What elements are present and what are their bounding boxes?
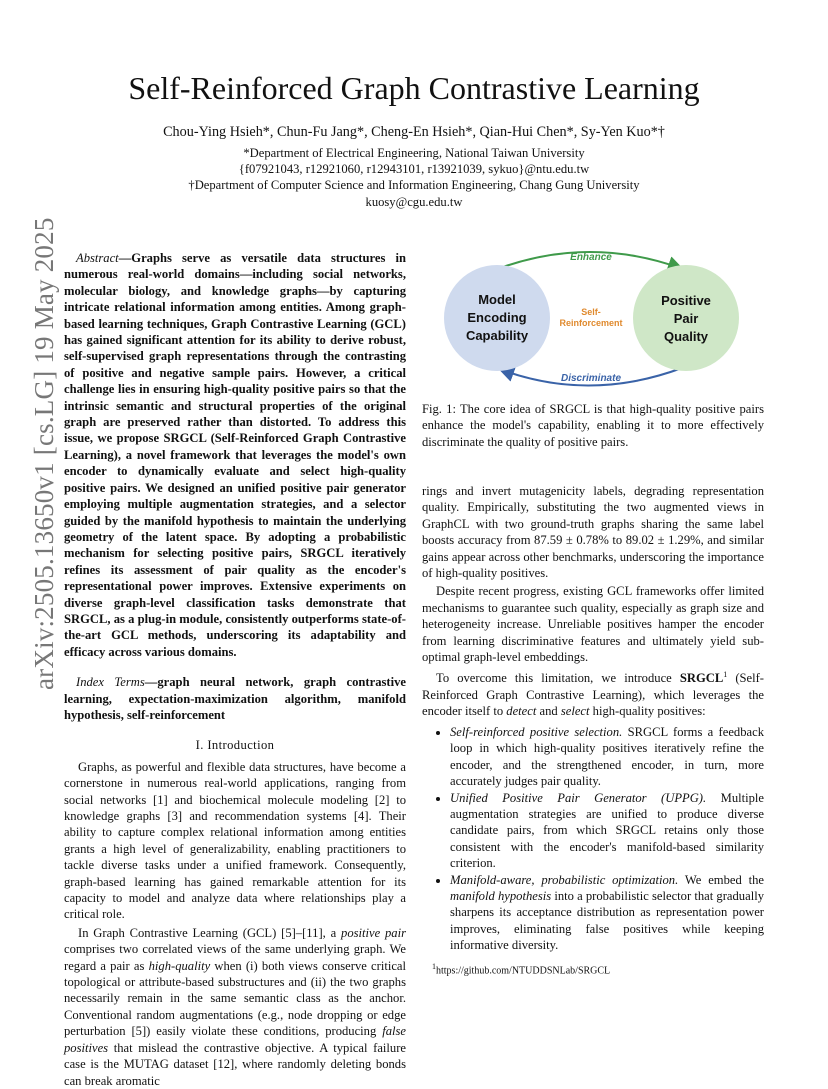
right-circle-line-3: Quality [663, 329, 709, 344]
arxiv-stamp: arXiv:2505.13650v1 [cs.LG] 19 May 2025 [29, 217, 59, 690]
text-run: when (i) both views conserve critical topological or attribute-based substructures and (ii) the two graphs necessarily remain in the same semantic class as the anchor. Conventional random augmentations (e.g., node dropping or edge perturbation [5]) easily violate these conditions, producing [64, 958, 406, 1039]
intro-paragraph-2-continued: rings and invert mutagenicity labels, degrading representation quality. Empirically, substituting the two augmented views in GraphCL with two ground-truth graphs sharing the same label boosts accuracy from 87.59 ± 0.78% to 89.02 ± 1.29%, and similar gains appear across other benchmarks, underscoring the importance of high-quality positives. [422, 484, 764, 581]
footnote-mark: 1 [723, 670, 728, 680]
emphasis: select [560, 704, 590, 719]
discriminate-label: Discriminate [560, 373, 622, 384]
abstract [64, 250, 406, 660]
emphasis: positive pair [341, 925, 406, 940]
bullet-body: SRGCL forms a feedback loop in which high-quality positives iteratively refine the encoder, and the strengthened encoder, in turn, more accurately judges pair quality. [450, 724, 764, 789]
text-run: To overcome this limitation, we introduce [436, 671, 680, 686]
bullet-heading: Self-reinforced positive selection. [450, 724, 623, 739]
left-circle-line-1: Model [478, 292, 516, 307]
right-column [422, 483, 764, 954]
bullet-body: Multiple augmentation strategies are unified to produce diverse candidate pairs, from which SRGCL retains only those consistent with the encoder's manifold-based similarity criterion. [450, 790, 764, 871]
left-circle-line-3: Capability [465, 328, 529, 343]
text-run: In Graph Contrastive Learning (GCL) [5]–[11], a [78, 925, 342, 940]
right-circle-line-1: Positive [661, 293, 711, 308]
text-run: that mislead the contrastive objective. A typical failure case is the MUTAG dataset [12], where randomly deleting bonds can break aromatic [64, 1040, 406, 1088]
email-cgu: kuosy@cgu.edu.tw [365, 195, 463, 209]
paper-title: Self-Reinforced Graph Contrastive Learning [128, 70, 700, 106]
srgcl-name: SRGCL [679, 671, 724, 686]
intro-paragraph-1: Graphs, as powerful and flexible data structures, have become a cornerstone in numerous real-world applications, ranging from social networks [1] and biochemical molecule modeling [2] to knowledge graphs [3] and recommendation systems [4]. Their ability to capture complex relational information among entities grants a high level of generalizability, enabling practitioners to tackle diverse tasks under a unified framework. Consequently, graph-based learning has gained remarkable attention for its capacity to model and analyze data where relationships play a critical role. [64, 759, 406, 922]
contribution-list [422, 724, 764, 954]
left-column [64, 250, 406, 1089]
emphasis: high-quality [148, 958, 211, 973]
right-circle-line-2: Pair [673, 311, 699, 326]
center-label-line-2: Reinforcement [559, 318, 623, 328]
index-terms [64, 674, 406, 723]
author-list: Chou-Ying Hsieh*, Chun-Fu Jang*, Cheng-En Hsieh*, Qian-Hui Chen*, Sy-Yen Kuo*† [163, 124, 665, 140]
section-heading-introduction: I. Introduction [195, 738, 275, 753]
bullet-body: We embed the [678, 872, 765, 887]
emails-ntu: {f07921043, r12921060, r12943101, r13921039, sykuo}@ntu.edu.tw [238, 162, 590, 176]
intro-paragraph-4 [422, 667, 764, 719]
footnote-number: 1 [432, 962, 436, 971]
text-run: high-quality positives: [589, 704, 706, 719]
bullet-heading: Unified Positive Pair Generator (UPPG). [450, 790, 707, 805]
index-terms-label: Index Terms [76, 675, 145, 690]
text-run: and [536, 704, 561, 719]
intro-paragraph-3: Despite recent progress, existing GCL frameworks offer limited mechanisms to guarantee such quality, especially as graph size and heterogeneity increase. Unreliable positives hamper the encoder from learning discriminative features and ultimately yield sub-optimal graph-level embeddings. [422, 584, 764, 665]
list-item [450, 724, 764, 790]
center-label-line-1: Self- [581, 307, 601, 317]
list-item [450, 872, 764, 954]
text-run: comprises two correlated views of the same underlying graph. We regard a pair as [64, 942, 406, 973]
emphasis: detect [506, 704, 537, 719]
enhance-label: Enhance [570, 252, 612, 263]
abstract-text: —Graphs serve as versatile data structures in numerous real-world domains—including social networks, molecular biology, and knowledge graphs—by capturing intricate relational information among entities. Among graph-based learning techniques, Graph Contrastive Learning (GCL) has gained significant attention for its ability to derive robust, self-supervised graph representations through the contrasting of positive and negative sample pairs. However, a critical challenge lies in ensuring high-quality positive pairs so that the intrinsic semantic and structural properties of the original graph are preserved rather than distorted. To address this issue, we propose SRGCL (Self-Reinforced Graph Contrastive Learning), a novel framework that leverages the model's own encoder to dynamically evaluate and select high-quality positive pairs. We designed an unified positive pair generator employing multiple augmentation strategies, and a selector guided by the manifold hypothesis to maintain the underlying geometry of the latent space. By adopting a probabilistic mechanism for selecting positive pairs, SRGCL iteratively refines its assessment of pair quality as the encoder's representational power improves. Extensive experiments on diverse graph-level classification tasks demonstrate that SRGCL, as a plug-in module, consistently outperforms state-of-the-art GCL methods, underscoring its adaptability and efficacy across various domains. [64, 251, 406, 659]
bullet-body: into a probabilistic selector that gradually sharpens its acceptance distribution as representation power improves, eliminating false positives while keeping informative diversity. [450, 888, 764, 953]
affiliation-ntu: *Department of Electrical Engineering, National Taiwan University [243, 146, 585, 160]
footnote-url[interactable]: https://github.com/NTUDDSNLab/SRGCL [436, 965, 611, 977]
list-item [450, 790, 764, 872]
figure-1-diagram [430, 240, 780, 395]
index-terms-text: —graph neural network, graph contrastive learning, expectation-maximization algorithm, manifold hypothesis, self-reinforcement [64, 675, 406, 722]
bullet-heading: Manifold-aware, probabilistic optimization. [450, 872, 679, 887]
footnote [432, 961, 762, 977]
affiliation-cgu: †Department of Computer Science and Information Engineering, Chang Gung University [188, 178, 640, 192]
abstract-label: Abstract [76, 251, 119, 265]
figure-1-caption: Fig. 1: The core idea of SRGCL is that high-quality positive pairs enhance the model's capability, enabling it to more effectively discriminate the quality of positive pairs. [422, 402, 764, 449]
left-circle-line-2: Encoding [467, 310, 527, 325]
emphasis: false positives [64, 1024, 406, 1055]
text-run: (Self-Reinforced Graph Contrastive Learning), which leverages the encoder itself to [422, 671, 764, 719]
emphasis: manifold hypothesis [450, 888, 552, 903]
intro-paragraph-2 [64, 925, 406, 1089]
